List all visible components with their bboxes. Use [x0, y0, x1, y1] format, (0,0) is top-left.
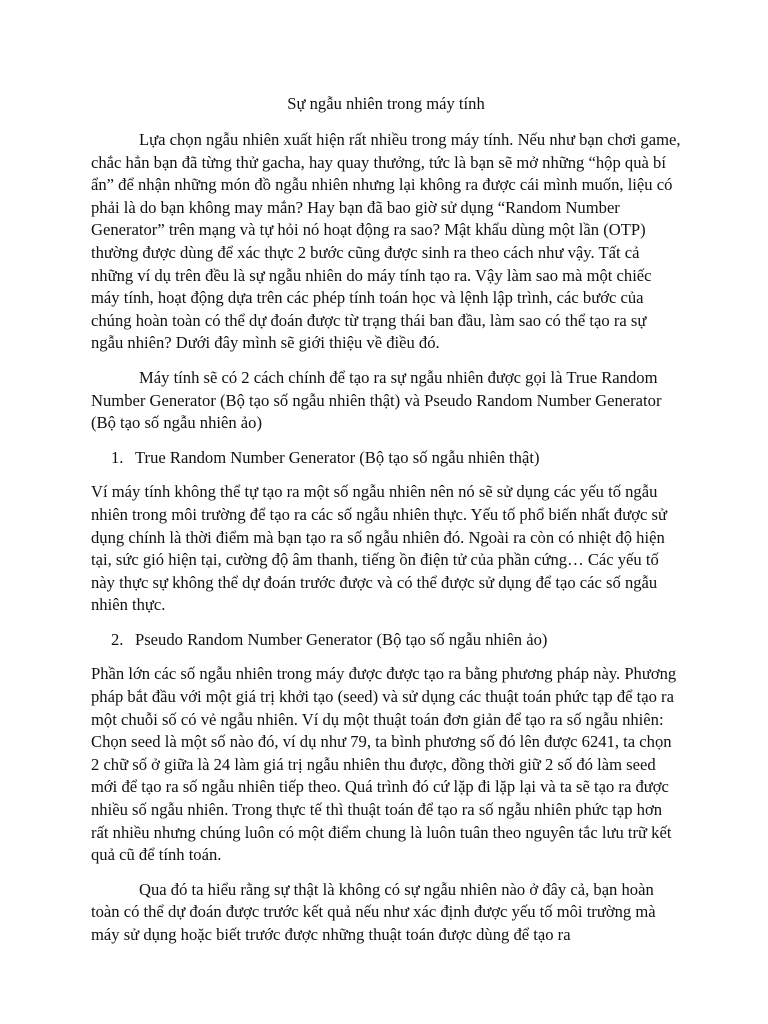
list-pseudo-rng — [91, 629, 681, 652]
list-item — [91, 629, 681, 652]
document-body — [91, 93, 681, 959]
paragraph-pseudo-rng: Phần lớn các số ngẫu nhiên trong máy được được tạo ra bằng phương pháp này. Phương pháp bắt đầu với một giá trị khởi tạo (seed) và sử dụng các thuật toán phức tạp để tạo ra một chuỗi số có vẻ ngẫu nhiên. Ví dụ một thuật toán đơn giản để tạo ra số ngẫu nhiên: Chọn seed là một số nào đó, ví dụ như 79, ta bình phương số đó lên được 6241, ta chọn 2 chữ số ở giữa là 24 làm giá trị ngẫu nhiên thu được, đồng thời giữ 2 số đó làm seed mới để tạo ra số ngẫu nhiên tiếp theo. Quá trình đó cứ lặp đi lặp lại và ta sẽ tạo ra được nhiều số ngẫu nhiên. Trong thực tế thì thuật toán để tạo ra số ngẫu nhiên phức tạp hơn rất nhiều nhưng chúng luôn có một điểm chung là luôn tuân theo nguyên tắc lưu trữ kết quả cũ để tính toán. — [91, 664, 677, 865]
list-item — [91, 447, 681, 470]
list-true-rng — [91, 447, 681, 470]
list-item-label: Pseudo Random Number Generator (Bộ tạo số ngẫu nhiên ảo) — [135, 629, 548, 649]
paragraph-true-rng: Ví máy tính không thể tự tạo ra một số ngẫu nhiên nên nó sẽ sử dụng các yếu tố ngẫu nhiên trong môi trường để tạo ra các số ngẫu nhiên thực. Yếu tố phổ biến nhất được sử dụng chính là thời điểm mà bạn tạo ra số ngẫu nhiên đó. Ngoài ra còn có nhiệt độ hiện tại, sức gió hiện tại, cường độ âm thanh, tiếng ồn điện tử của phần cứng… Các yếu tố này thực sự không thể dự đoán trước được và có thể được sử dụng để tạo các số ngẫu nhiên thực. — [91, 482, 667, 615]
document-title: Sự ngẫu nhiên trong máy tính — [287, 94, 485, 113]
list-item-number: 1. — [111, 447, 124, 467]
list-item-number: 2. — [111, 629, 124, 649]
paragraph-methods: Máy tính sẽ có 2 cách chính để tạo ra sự ngẫu nhiên được gọi là True Random Number Generator (Bộ tạo số ngẫu nhiên thật) và Pseudo Random Number Generator (Bộ tạo số ngẫu nhiên ảo) — [91, 367, 662, 433]
paragraph-conclusion: Qua đó ta hiểu rằng sự thật là không có sự ngẫu nhiên nào ở đây cả, bạn hoàn toàn có thể dự đoán được trước kết quả nếu như xác định được yếu tố môi trường mà máy sử dụng hoặc biết trước được những thuật toán được dùng để tạo ra — [91, 879, 656, 944]
paragraph-intro: Lựa chọn ngẫu nhiên xuất hiện rất nhiều trong máy tính. Nếu như bạn chơi game, chắc hẳn bạn đã từng thử gacha, hay quay thưởng, tức là bạn sẽ mở những “hộp quà bí ẩn” để nhận những món đồ ngẫu nhiên nhưng lại không ra được cái mình muốn, liệu có phải là do bạn không may mắn? Hay bạn đã bao giờ sử dụng “Random Number Generator” trên mạng và tự hỏi nó hoạt động ra sao? Mật khẩu dùng một lần (OTP) thường được dùng để xác thực 2 bước cũng được sinh ra theo cách như vậy. Tất cả những ví dụ trên đều là sự ngẫu nhiên do máy tính tạo ra. Vậy làm sao mà một chiếc máy tính, hoạt động dựa trên các phép tính toán học và lệnh lập trình, các bước của chúng hoàn toàn có thể dự đoán được từ trạng thái ban đầu, làm sao có thể tạo ra sự ngẫu nhiên? Dưới đây mình sẽ giới thiệu về điều đó. — [91, 130, 681, 353]
list-item-label: True Random Number Generator (Bộ tạo số ngẫu nhiên thật) — [135, 447, 540, 467]
